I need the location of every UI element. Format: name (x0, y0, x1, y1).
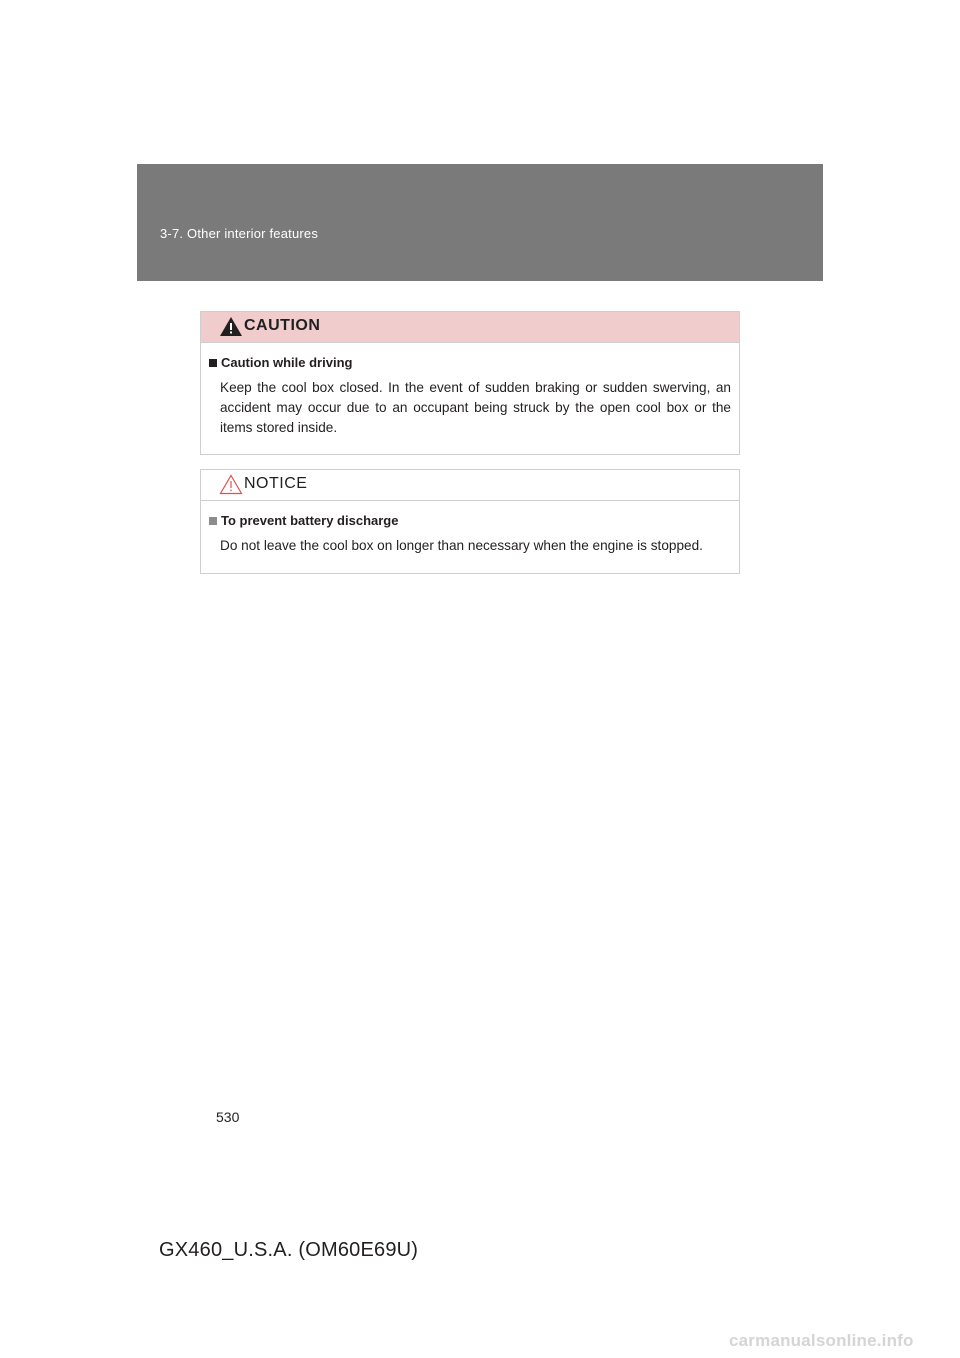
notice-item-text: Do not leave the cool box on longer than necessary when the engine is stopped. (220, 538, 703, 553)
caution-header (201, 312, 739, 343)
watermark: carmanualsonline.info (729, 1331, 914, 1350)
caution-item-title (209, 355, 731, 370)
notice-header (201, 470, 739, 501)
bullet-square-icon (209, 517, 217, 525)
caution-box (200, 311, 740, 455)
notice-item-title (209, 513, 731, 528)
section-title: 3-7. Other interior features (160, 226, 319, 241)
caution-item-text: Keep the cool box closed. In the event of sudden braking or sudden swerving, an accident may occur due to an occupant being struck by the open cool box or the items stored inside. (220, 380, 731, 435)
notice-label: NOTICE (244, 475, 308, 492)
caution-item-title-text: Caution while driving (221, 355, 353, 370)
header-band (137, 164, 823, 281)
page-number: 530 (216, 1109, 240, 1125)
notice-item-title-text: To prevent battery discharge (221, 513, 399, 528)
model-id: GX460_U.S.A. (OM60E69U) (159, 1239, 419, 1261)
caution-label: CAUTION (244, 317, 321, 334)
warning-triangle-icon (219, 316, 243, 337)
bullet-square-icon (209, 359, 217, 367)
warning-triangle-outline-icon (219, 474, 243, 495)
notice-box (200, 469, 740, 574)
